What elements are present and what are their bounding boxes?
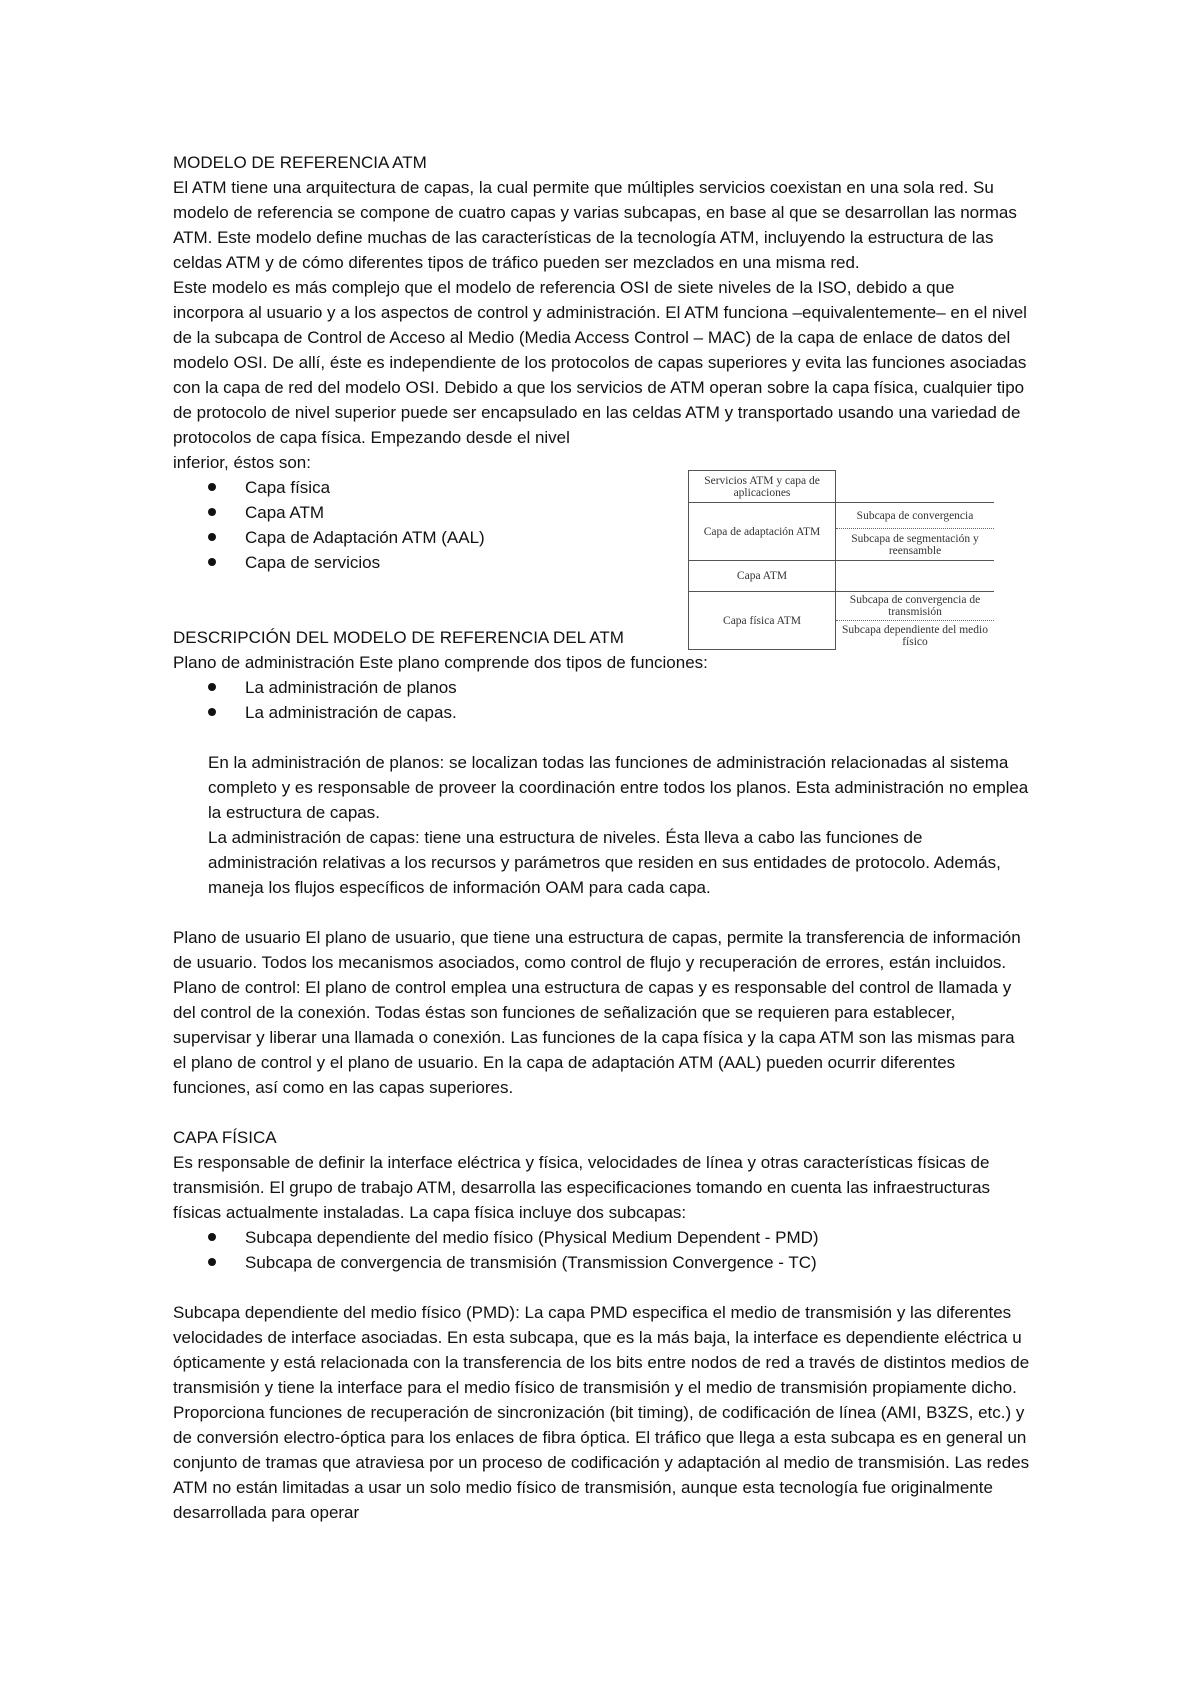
bullet-icon xyxy=(208,558,216,566)
diagram-cell-empty xyxy=(836,561,994,592)
bullet-icon xyxy=(208,708,216,716)
diagram-cell-capa-atm: Capa ATM xyxy=(688,561,836,592)
diagram-cell-dependiente-medio: Subcapa dependiente del medio físico xyxy=(842,623,988,648)
paragraph-comparison-osi: Este modelo es más complejo que el modelo de referencia OSI de siete niveles de la ISO, debido a que incorpora al usuario y a los aspectos de control y administración. El ATM funciona –equivalentemente– en el nivel de la subcapa de Control de Acceso al Medio (Media Access Control – MAC) de la capa de enlace de datos del modelo OSI. De allí, éste es independiente de los protocolos de capas superiores y evita las funciones asociadas con la capa de red del modelo OSI. Debido a que los servicios de ATM operan sobre la capa física, cualquier tipo de protocolo de nivel superior puede ser encapsulado en las celdas ATM y transportado usando una variedad de protocolos de capa física. Empezando desde el nivel xyxy=(173,278,1027,447)
heading-capa-fisica: CAPA FÍSICA xyxy=(173,1128,277,1147)
paragraph-admin-planos: En la administración de planos: se localizan todas las funciones de administración relacionadas al sistema completo y es responsable de proveer la coordinación entre todos los planos. Esta administración no emplea la estructura de capas. xyxy=(208,753,1029,822)
diagram-cell-capa-fisica: Capa física ATM xyxy=(688,592,836,650)
diagram-left-column xyxy=(688,470,836,650)
bullet-icon xyxy=(208,1233,216,1241)
bullet-icon xyxy=(208,1258,216,1266)
subcapas-list xyxy=(173,1225,1030,1275)
paragraph-admin-capas: La administración de capas: tiene una estructura de niveles. Ésta lleva a cabo las funciones de administración relativas a los recursos y parámetros que residen en sus entidades de protocolo. Además, maneja los flujos específicos de información OAM para cada capa. xyxy=(208,828,1001,897)
list-item: Capa ATM xyxy=(208,500,1030,525)
list-item: La administración de planos xyxy=(208,675,1030,700)
diagram-cell-convergencia-transmision: Subcapa de convergencia de transmisión xyxy=(836,592,994,621)
paragraph-plano-control: Plano de control: El plano de control emplea una estructura de capas y es responsable del control de llamada y del control de la conexión. Todas éstas son funciones de señalización que se requieren para establecer, supervisar y liberar una llamada o conexión. Las funciones de la capa física y la capa ATM son las mismas para el plano de control y el plano de usuario. En la capa de adaptación ATM (AAL) pueden ocurrir diferentes funciones, así como en las capas superiores. xyxy=(173,978,1015,1097)
bullet-icon xyxy=(208,683,216,691)
paragraph-admin-intro: Plano de administración Este plano comprende dos tipos de funciones: xyxy=(173,653,708,672)
paragraph-pmd: Subcapa dependiente del medio físico (PMD): La capa PMD especifica el medio de transmisión y las diferentes velocidades de interface asociadas. En esta subcapa, que es la más baja, la interface es dependiente eléctrica u ópticamente y está relacionada con la transferencia de los bits entre nodos de red a través de distintos medios de transmisión y tiene la interface para el medio físico de transmisión y el medio de transmisión propiamente dicho. Proporciona funciones de recuperación de sincronización (bit timing), de codificación de línea (AMI, B3ZS, etc.) y de conversión electro-óptica para los enlaces de fibra óptica. El tráfico que llega a esta subcapa es en general un conjunto de tramas que atraviesa por un proceso de codificación y adaptación al medio de transmisión. Las redes ATM no están limitadas a usar un solo medio físico de transmisión, aunque esta tecnología fue originalmente desarrollada para operar xyxy=(173,1303,1030,1522)
diagram-cell-servicios: Servicios ATM y capa de aplicaciones xyxy=(688,470,836,503)
bullet-icon xyxy=(208,508,216,516)
admin-types-list xyxy=(173,675,1030,725)
paragraph-capa-fisica: Es responsable de definir la interface eléctrica y física, velocidades de línea y otras características físicas de transmisión. El grupo de trabajo ATM, desarrolla las especificaciones tomando en cuenta las infraestructuras físicas actualmente instaladas. La capa física incluye dos subcapas: xyxy=(173,1153,991,1222)
diagram-cell-convergencia: Subcapa de convergencia xyxy=(836,503,994,529)
list-item: Subcapa de convergencia de transmisión (Transmission Convergence - TC) xyxy=(208,1250,1030,1275)
paragraph-intro: El ATM tiene una arquitectura de capas, la cual permite que múltiples servicios coexistan en una sola red. Su modelo de referencia se compone de cuatro capas y varias subcapas, en base al que se desarrollan las normas ATM. Este modelo define muchas de las características de la tecnología ATM, incluyendo la estructura de las celdas ATM y de cómo diferentes tipos de tráfico pueden ser mezclados en una misma red. xyxy=(173,178,1017,272)
heading-descripcion-modelo: DESCRIPCIÓN DEL MODELO DE REFERENCIA DEL ATM xyxy=(173,628,624,647)
bullet-icon xyxy=(208,483,216,491)
paragraph-layers-intro: inferior, éstos son: xyxy=(173,453,311,472)
diagram-cell-empty xyxy=(836,470,994,503)
list-item: Subcapa dependiente del medio físico (Physical Medium Dependent - PMD) xyxy=(208,1225,1030,1250)
atm-layers-diagram xyxy=(688,470,994,650)
heading-modelo-referencia: MODELO DE REFERENCIA ATM xyxy=(173,153,427,172)
list-item: Capa de Adaptación ATM (AAL) xyxy=(208,525,1030,550)
diagram-cell-segmentacion: Subcapa de segmentación y reensamble xyxy=(836,529,994,561)
bullet-icon xyxy=(208,533,216,541)
list-item: La administración de capas. xyxy=(208,700,1030,725)
diagram-right-column xyxy=(836,470,994,650)
list-item: Capa de servicios xyxy=(208,550,1030,575)
paragraph-plano-usuario: Plano de usuario El plano de usuario, que tiene una estructura de capas, permite la transferencia de información de usuario. Todos los mecanismos asociados, como control de flujo y recuperación de errores, están incluidos. xyxy=(173,928,1021,972)
diagram-cell-adaptacion: Capa de adaptación ATM xyxy=(688,503,836,561)
list-item: Capa física xyxy=(208,475,1030,500)
